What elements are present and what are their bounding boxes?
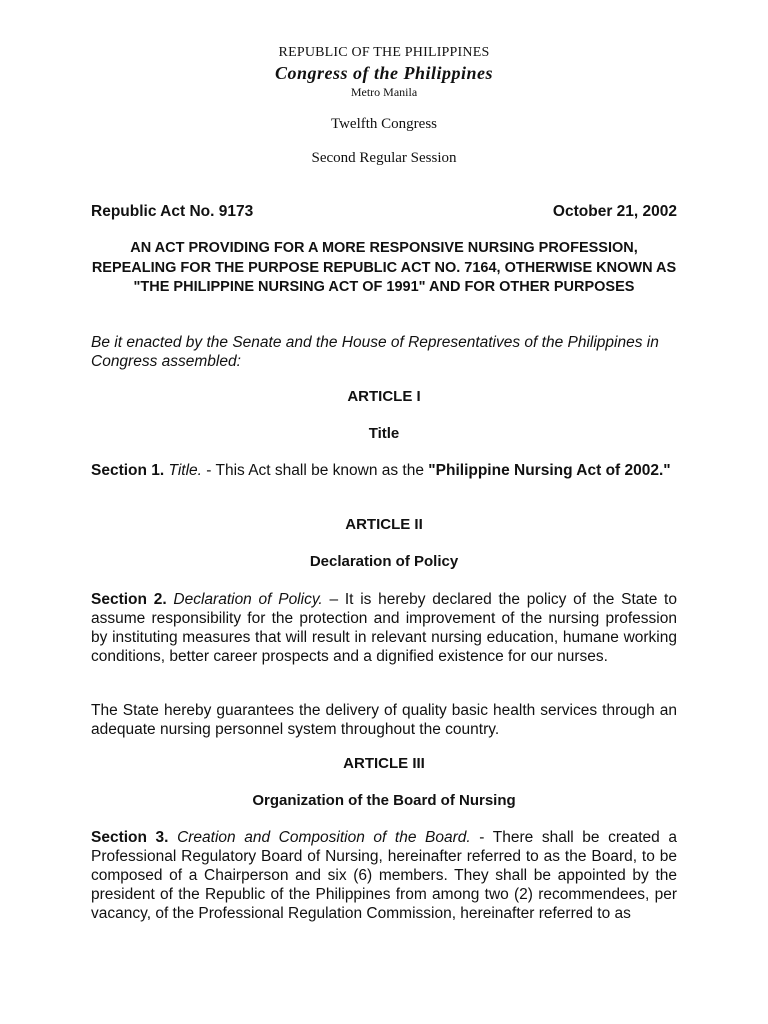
enacting-clause: Be it enacted by the Senate and the House of Representatives of the Philippines in Congress assembled: — [91, 334, 659, 370]
act-number: Republic Act No. 9173 — [91, 203, 254, 220]
act-info-row — [91, 203, 677, 221]
section-1-label: Section 1. — [91, 462, 165, 479]
section-1-text: - This Act shall be known as the — [201, 462, 429, 479]
session-label: Second Regular Session — [311, 150, 457, 166]
section-1 — [91, 461, 677, 480]
section-2-caption: Declaration of Policy. — [173, 591, 323, 608]
section-3 — [91, 828, 677, 923]
congress-header: Congress of the Philippines — [274, 63, 494, 83]
republic-header: REPUBLIC OF THE PHILIPPINES — [278, 45, 490, 60]
section-3-text: - There shall be created a Professional Regulatory Board of Nursing, hereinafter referred to as the Board, to be composed of a Chairperson and six (6) members. They shall be appointed by the president of the Republic of the Philippines from among two (2) recommendees, per vacancy, of the Professional Regulation Commission, hereinafter referred to as — [91, 829, 677, 922]
section-2-paragraph-2: The State hereby guarantees the delivery of quality basic health services through an adequate nursing personnel system throughout the country. — [91, 702, 677, 738]
article-3-heading: ARTICLE III — [343, 755, 425, 772]
section-2 — [91, 590, 677, 666]
section-2-text: – It is hereby declared the policy of the State to assume responsibility for the protection and improvement of the nursing profession by instituting measures that will result in relevant nursing education, humane working conditions, better career prospects and a dignified existence for our nurses. — [91, 591, 677, 665]
section-3-caption: Creation and Composition of the Board. — [177, 829, 471, 846]
act-date: October 21, 2002 — [552, 203, 677, 220]
article-1-subheading: Title — [368, 425, 400, 442]
article-1-heading: ARTICLE I — [347, 388, 421, 405]
act-title: AN ACT PROVIDING FOR A MORE RESPONSIVE NURSING PROFESSION, REPEALING FOR THE PURPOSE REPUBLIC ACT NO. 7164, OTHERWISE KNOWN AS "THE PHILIPPINE NURSING ACT OF 1991" AND FOR OTHER PURPOSES — [91, 240, 677, 295]
section-2-label: Section 2. — [91, 591, 167, 608]
congress-number: Twelfth Congress — [330, 116, 438, 132]
section-3-label: Section 3. — [91, 829, 169, 846]
location-header: Metro Manila — [350, 85, 418, 99]
section-1-caption: Title. — [168, 462, 202, 479]
section-1-act-name: "Philippine Nursing Act of 2002." — [428, 462, 671, 479]
article-2-subheading: Declaration of Policy — [309, 553, 459, 570]
article-3-subheading: Organization of the Board of Nursing — [252, 792, 516, 809]
article-2-heading: ARTICLE II — [345, 516, 423, 533]
